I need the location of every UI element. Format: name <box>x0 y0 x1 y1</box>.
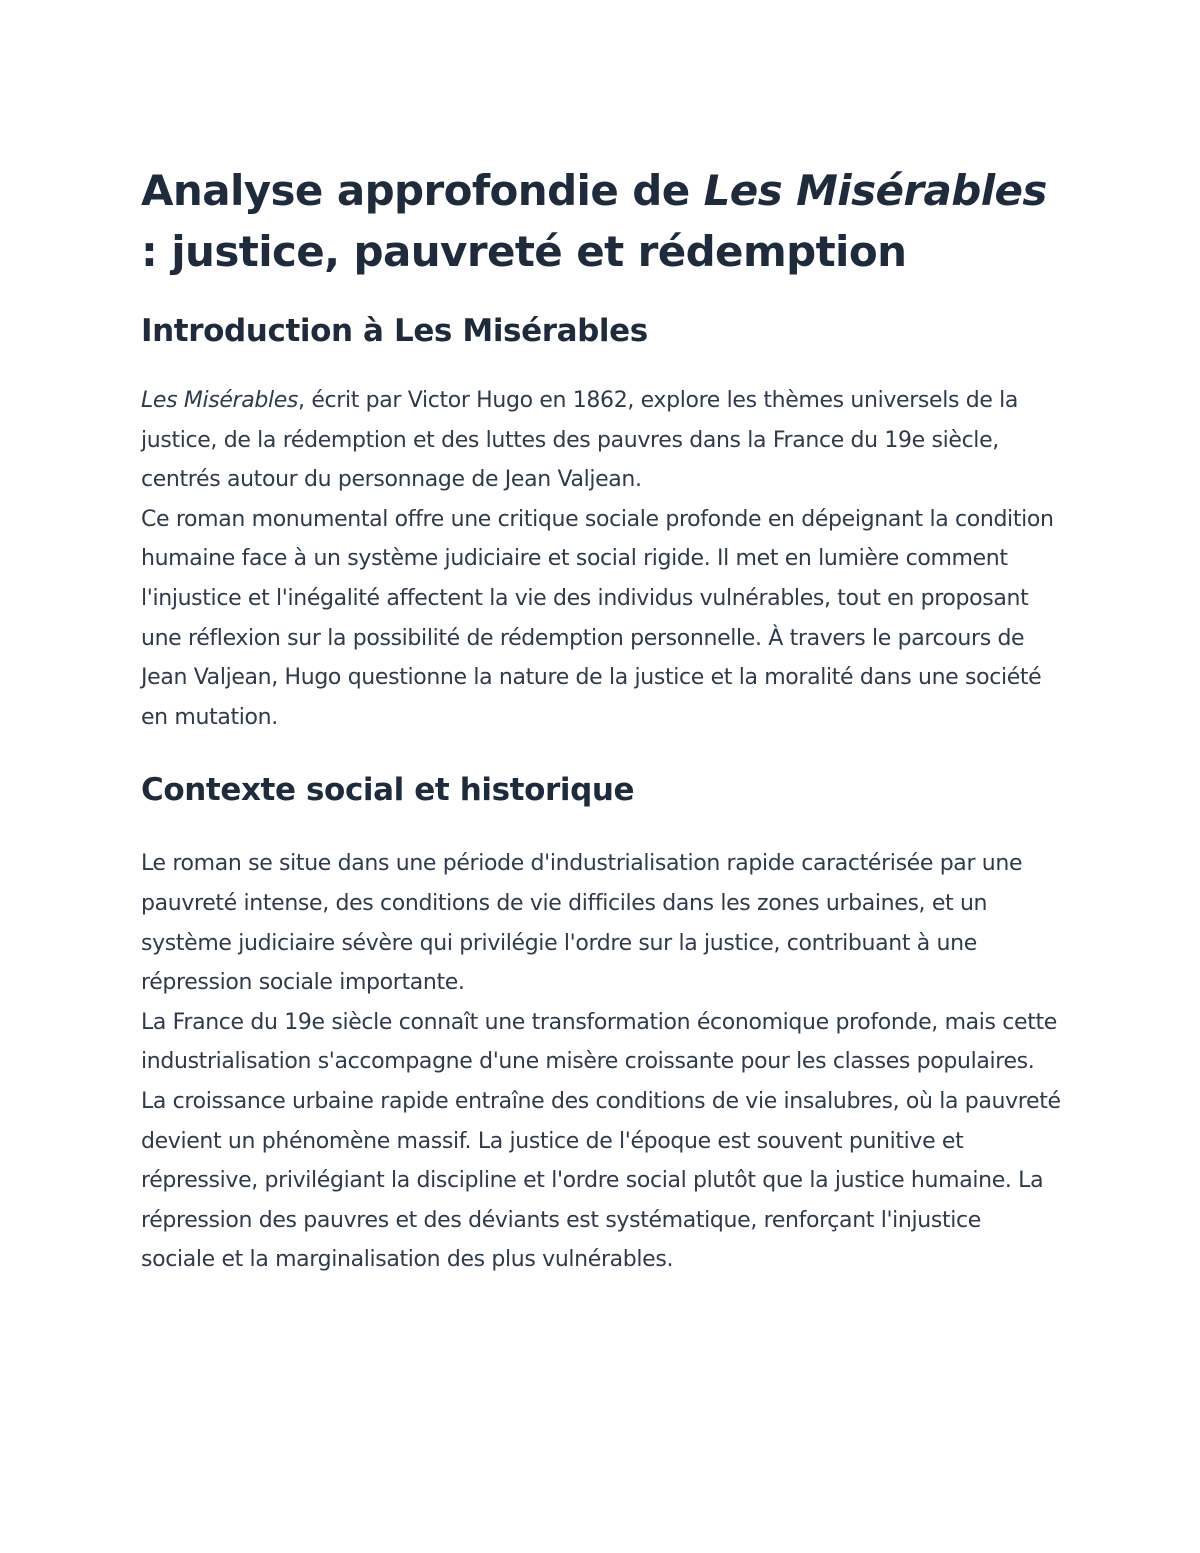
document-title <box>141 160 1061 282</box>
context-paragraph-2: La France du 19e siècle connaît une transformation économique profonde, mais cette industrialisation s'accompagne d'une misère croissante pour les classes populaires. La croissance urbaine rapide entraîne des conditions de vie insalubres, où la pauvreté devient un phénomène massif. La justice de l'époque est souvent punitive et répressive, privilégiant la discipline et l'ordre social plutôt que la justice humaine. La répression des pauvres et des déviants est systématique, renforçant l'injustice sociale et la marginalisation des plus vulnérables. <box>141 1009 1061 1273</box>
introduction-paragraph-1 <box>141 381 1061 500</box>
introduction-paragraph-1-text: , écrit par Victor Hugo en 1862, explore les thèmes universels de la justice, de la rédemption et des luttes des pauvres dans la France du 19e siècle, centrés autour du personnage de Jean Valjean. <box>141 388 1019 493</box>
introduction-paragraph-2: Ce roman monumental offre une critique sociale profonde en dépeignant la condition humaine face à un système judiciaire et social rigide. Il met en lumière comment l'injustice et l'inégalité affectent la vie des individus vulnérables, tout en proposant une réflexion sur la possibilité de rédemption personnelle. À travers le parcours de Jean Valjean, Hugo questionne la nature de la justice et la moralité dans une société en mutation. <box>141 506 1054 730</box>
document-page <box>141 160 1061 1280</box>
context-text <box>141 844 1061 1280</box>
section-heading-introduction: Introduction à Les Misérables <box>141 313 648 349</box>
section-heading-context: Contexte social et historique <box>141 772 635 809</box>
title-book-name: Les Misérables <box>703 166 1047 215</box>
book-title-italic: Les Misérables <box>141 388 299 413</box>
introduction-text <box>141 381 1061 737</box>
title-prefix: Analyse approfondie de <box>141 166 704 215</box>
title-suffix: : justice, pauvreté et rédemption <box>141 227 907 276</box>
context-paragraph-1: Le roman se situe dans une période d'industrialisation rapide caractérisée par une pauvreté intense, des conditions de vie difficiles dans les zones urbaines, et un système judiciaire sévère qui privilégie l'ordre sur la justice, contribuant à une répression sociale importante. <box>141 851 1023 996</box>
